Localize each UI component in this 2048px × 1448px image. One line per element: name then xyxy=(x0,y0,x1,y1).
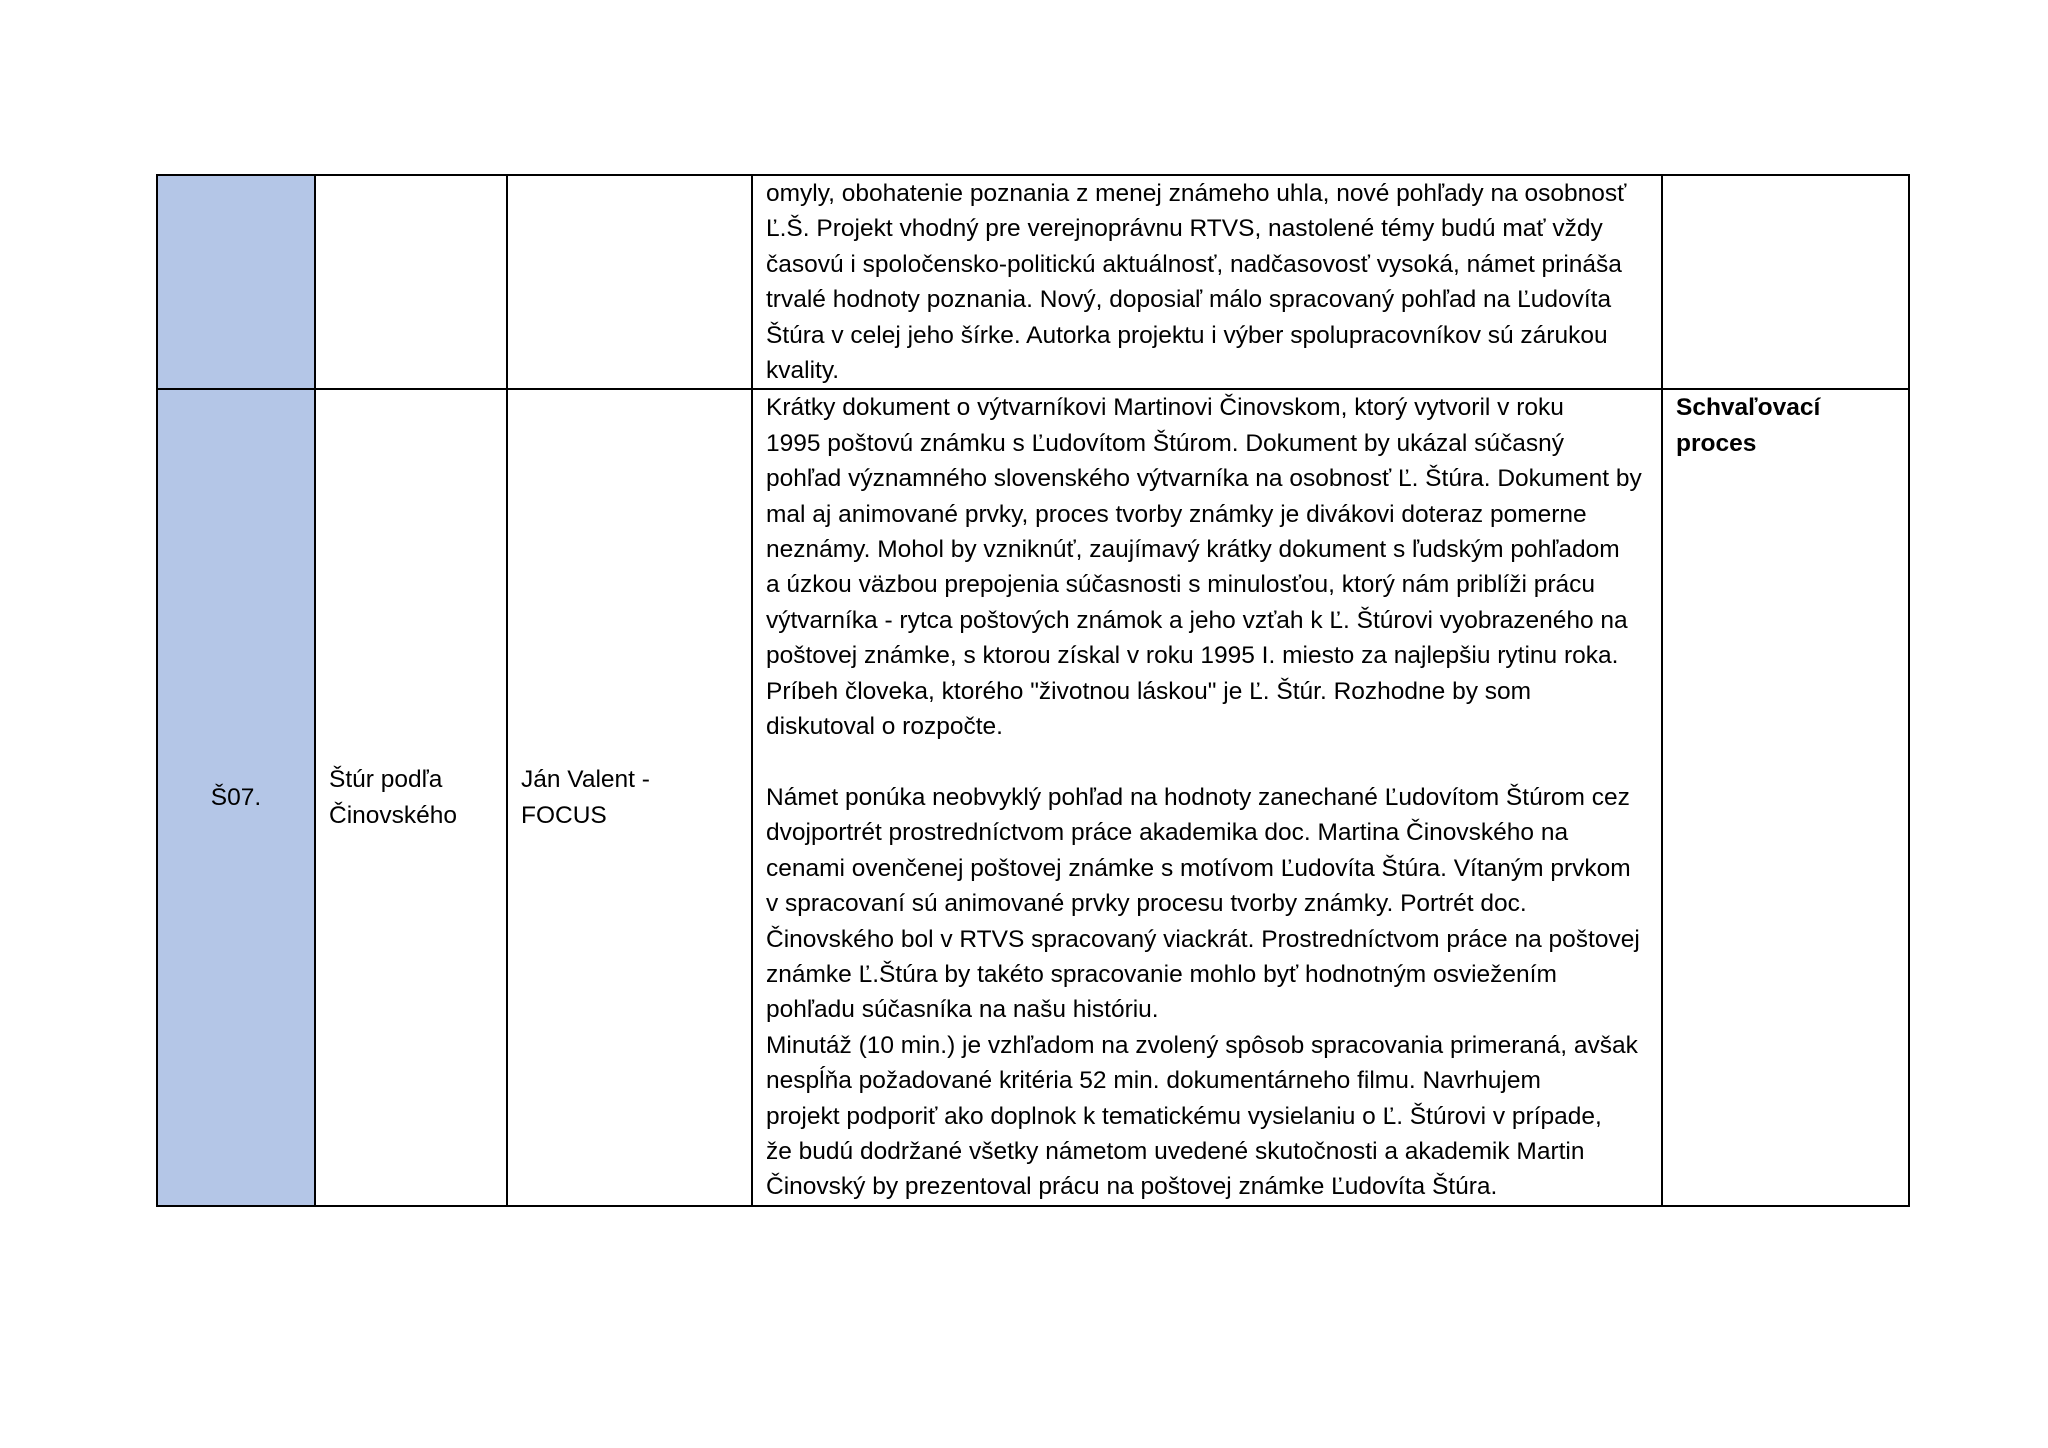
evaluation-table xyxy=(156,174,1910,1207)
project-author: Ján Valent - FOCUS xyxy=(521,766,650,829)
status-cell xyxy=(1662,389,1909,1205)
project-title-cell xyxy=(315,389,507,1205)
evaluation-text-cell xyxy=(752,389,1662,1205)
evaluation-text: omyly, obohatenie poznania z menej známeho uhla, nové pohľady na osobnosť Ľ.Š. Projekt vhodný pre verejnoprávnu RTVS, nastolené témy budú mať vždy časovú i spoločensko-politickú aktuálnosť, nadčasovosť vysoká, námet prináša trvalé hodnoty poznania. Nový, doposiaľ málo spracovaný pohľad na Ľudovíta Štúra v celej jeho šírke. Autorka projektu i výber spolupracovníkov sú zárukou kvality. xyxy=(766,180,1627,385)
paragraph-gap xyxy=(766,745,1649,780)
project-author-cell xyxy=(507,389,752,1205)
project-id-cell xyxy=(157,389,315,1205)
project-id: Š07. xyxy=(210,783,262,811)
table-row xyxy=(157,175,1909,389)
evaluation-paragraph-1: Krátky dokument o výtvarníkovi Martinovi Činovskom, ktorý vytvoril v roku 1995 poštovú známku s Ľudovítom Štúrom. Dokument by ukázal súčasný pohľad významného slovenského výtvarníka na osobnosť Ľ. Štúra. Dokument by mal aj animované prvky, proces tvorby známky je divákovi doteraz pomerne neznámy. Mohol by vzniknúť, zaujímavý krátky dokument s ľudským pohľadom a úzkou väzbou prepojenia súčasnosti s minulosťou, ktorý nám priblíži prácu výtvarníka - rytca poštových známok a jeho vzťah k Ľ. Štúrovi vyobrazeného na poštovej známke, s ktorou získal v roku 1995 I. miesto za najlepšiu rytinu roka. Príbeh človeka, ktorého "životnou láskou" je Ľ. Štúr. Rozhodne by som diskutoval o rozpočte. xyxy=(766,394,1642,741)
project-title-cell xyxy=(315,175,507,389)
project-author-cell xyxy=(507,175,752,389)
status-cell xyxy=(1662,175,1909,389)
evaluation-text-cell xyxy=(752,175,1662,389)
table-row xyxy=(157,389,1909,1205)
status-text: Schvaľovací proces xyxy=(1676,394,1821,457)
project-id-cell xyxy=(157,175,315,389)
project-title: Štúr podľa Činovského xyxy=(329,766,458,829)
evaluation-paragraph-2: Námet ponúka neobvyklý pohľad na hodnoty zanechané Ľudovítom Štúrom cez dvojportrét prostredníctvom práce akademika doc. Martina Činovského na cenami ovenčenej poštovej známke s motívom Ľudovíta Štúra. Vítaným prvkom v spracovaní sú animované prvky procesu tvorby známky. Portrét doc. Činovského bol v RTVS spracovaný viackrát. Prostredníctvom práce na poštovej známke Ľ.Štúra by takéto spracovanie mohlo byť hodnotným osviežením pohľadu súčasníka na našu históriu. Minutáž (10 min.) je vzhľadom na zvolený spôsob spracovania primeraná, avšak nespĺňa požadované kritéria 52 min. dokumentárneho filmu. Navrhujem projekt podporiť ako doplnok k tematickému vysielaniu o Ľ. Štúrovi v prípade, že budú dodržané všetky námetom uvedené skutočnosti a akademik Martin Činovský by prezentoval prácu na poštovej známke Ľudovíta Štúra. xyxy=(766,783,1640,1201)
